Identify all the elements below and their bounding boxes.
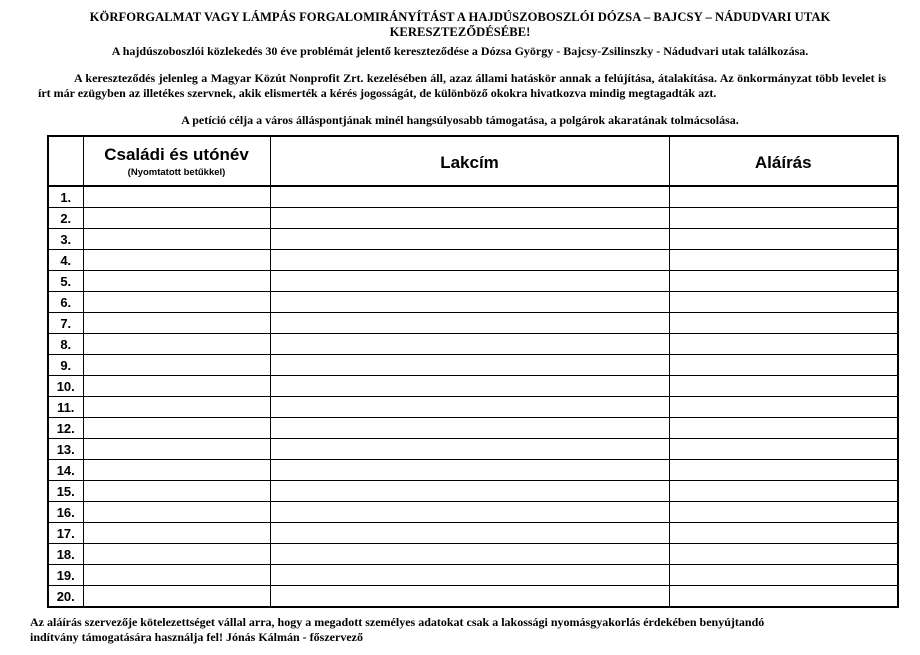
row-number: 6. — [48, 292, 83, 313]
table-row — [48, 355, 898, 376]
name-cell[interactable] — [83, 565, 270, 586]
table-row — [48, 523, 898, 544]
address-column-header — [270, 136, 669, 186]
intro-paragraph: A hajdúszoboszlói közlekedés 30 éve problémát jelentő kereszteződése a Dózsa György - Bajcsy-Zsilinszky - Nádudvari utak találkozása. — [111, 44, 809, 58]
address-cell[interactable] — [270, 481, 669, 502]
table-row — [48, 502, 898, 523]
signature-cell[interactable] — [669, 229, 898, 250]
address-cell[interactable] — [270, 271, 669, 292]
address-cell[interactable] — [270, 186, 669, 208]
name-column-note: (Nyomtatott betűkkel) — [127, 167, 226, 178]
signature-cell[interactable] — [669, 565, 898, 586]
address-cell[interactable] — [270, 292, 669, 313]
table-row — [48, 460, 898, 481]
row-number: 2. — [48, 208, 83, 229]
table-row — [48, 544, 898, 565]
table-row — [48, 271, 898, 292]
table-row — [48, 397, 898, 418]
name-cell[interactable] — [83, 292, 270, 313]
footer-note — [30, 615, 880, 645]
name-cell[interactable] — [83, 229, 270, 250]
signature-cell[interactable] — [669, 250, 898, 271]
address-cell[interactable] — [270, 250, 669, 271]
table-row — [48, 586, 898, 608]
name-cell[interactable] — [83, 250, 270, 271]
address-cell[interactable] — [270, 418, 669, 439]
row-number: 20. — [48, 586, 83, 608]
table-row — [48, 313, 898, 334]
petition-title-line1: KÖRFORGALMAT VAGY LÁMPÁS FORGALOMIRÁNYÍTÁST A HAJDÚSZOBOSZLÓI DÓZSA – BAJCSY – NÁDUDVARI UTAK — [89, 10, 831, 24]
address-cell[interactable] — [270, 586, 669, 608]
table-row — [48, 208, 898, 229]
signature-cell[interactable] — [669, 334, 898, 355]
row-number: 7. — [48, 313, 83, 334]
row-number: 8. — [48, 334, 83, 355]
address-cell[interactable] — [270, 523, 669, 544]
body-paragraph-text: A kereszteződés jelenleg a Magyar Közút Nonprofit Zrt. kezelésében áll, azaz állami hatáskör annak a felújítása, átalakítása. Az önkormányzat több levelet is írt már ezügyben az illetékes szervnek, akik elismerték a kérés jogosságát, de különböző okokra hivatkozva mindig megtagadták azt. — [38, 71, 886, 100]
name-cell[interactable] — [83, 586, 270, 608]
name-cell[interactable] — [83, 186, 270, 208]
name-cell[interactable] — [83, 523, 270, 544]
signature-cell[interactable] — [669, 313, 898, 334]
address-cell[interactable] — [270, 334, 669, 355]
row-number: 9. — [48, 355, 83, 376]
table-row — [48, 481, 898, 502]
signature-table-header — [48, 136, 898, 186]
name-cell[interactable] — [83, 208, 270, 229]
address-cell[interactable] — [270, 544, 669, 565]
table-row — [48, 186, 898, 208]
name-cell[interactable] — [83, 481, 270, 502]
name-cell[interactable] — [83, 397, 270, 418]
table-row — [48, 376, 898, 397]
footer-line2: indítvány támogatására használja fel! Jónás Kálmán - főszervező — [30, 630, 363, 644]
address-cell[interactable] — [270, 229, 669, 250]
row-number: 11. — [48, 397, 83, 418]
signature-column-title: Aláírás — [754, 153, 812, 172]
body-paragraph — [38, 71, 886, 101]
petition-title — [40, 10, 880, 40]
signature-cell[interactable] — [669, 271, 898, 292]
name-cell[interactable] — [83, 502, 270, 523]
signature-cell[interactable] — [669, 418, 898, 439]
signature-cell[interactable] — [669, 376, 898, 397]
row-number: 12. — [48, 418, 83, 439]
address-cell[interactable] — [270, 502, 669, 523]
address-cell[interactable] — [270, 313, 669, 334]
signature-cell[interactable] — [669, 208, 898, 229]
row-number: 19. — [48, 565, 83, 586]
petition-title-line2: KERESZTEZŐDÉSÉBE! — [389, 25, 531, 39]
address-cell[interactable] — [270, 397, 669, 418]
address-cell[interactable] — [270, 376, 669, 397]
name-cell[interactable] — [83, 544, 270, 565]
table-row — [48, 439, 898, 460]
table-row — [48, 229, 898, 250]
row-number: 3. — [48, 229, 83, 250]
signature-cell[interactable] — [669, 292, 898, 313]
signature-cell[interactable] — [669, 586, 898, 608]
signature-table — [47, 135, 899, 608]
row-number: 5. — [48, 271, 83, 292]
table-row — [48, 292, 898, 313]
signature-cell[interactable] — [669, 355, 898, 376]
signature-cell[interactable] — [669, 186, 898, 208]
name-cell[interactable] — [83, 439, 270, 460]
footer-line1: Az aláírás szervezője kötelezettséget vállal arra, hogy a megadott személyes adatokat csak a lakossági nyomásgyakorlás érdekében benyújtandó — [30, 615, 765, 629]
address-cell[interactable] — [270, 355, 669, 376]
row-number: 14. — [48, 460, 83, 481]
address-cell[interactable] — [270, 565, 669, 586]
name-cell[interactable] — [83, 355, 270, 376]
row-number: 16. — [48, 502, 83, 523]
name-cell[interactable] — [83, 418, 270, 439]
name-cell[interactable] — [83, 334, 270, 355]
address-cell[interactable] — [270, 208, 669, 229]
address-column-title: Lakcím — [440, 153, 499, 172]
table-row — [48, 250, 898, 271]
signature-cell[interactable] — [669, 460, 898, 481]
signature-cell[interactable] — [669, 481, 898, 502]
row-number: 1. — [48, 186, 83, 208]
row-number: 15. — [48, 481, 83, 502]
signature-cell[interactable] — [669, 502, 898, 523]
table-row — [48, 418, 898, 439]
name-cell[interactable] — [83, 313, 270, 334]
row-number: 10. — [48, 376, 83, 397]
signature-cell[interactable] — [669, 544, 898, 565]
table-row — [48, 565, 898, 586]
name-column-header — [83, 136, 270, 186]
address-cell[interactable] — [270, 460, 669, 481]
row-number: 17. — [48, 523, 83, 544]
row-number: 13. — [48, 439, 83, 460]
signature-cell[interactable] — [669, 523, 898, 544]
row-number-header — [48, 136, 83, 186]
purpose-paragraph: A petíció célja a város álláspontjának minél hangsúlyosabb támogatása, a polgárok akaratának tolmácsolása. — [181, 113, 739, 127]
name-cell[interactable] — [83, 376, 270, 397]
table-row — [48, 334, 898, 355]
row-number: 4. — [48, 250, 83, 271]
signature-column-header — [669, 136, 898, 186]
address-cell[interactable] — [270, 439, 669, 460]
name-column-title: Családi és utónév — [104, 145, 249, 164]
signature-cell[interactable] — [669, 397, 898, 418]
row-number: 18. — [48, 544, 83, 565]
signature-cell[interactable] — [669, 439, 898, 460]
name-cell[interactable] — [83, 271, 270, 292]
name-cell[interactable] — [83, 460, 270, 481]
